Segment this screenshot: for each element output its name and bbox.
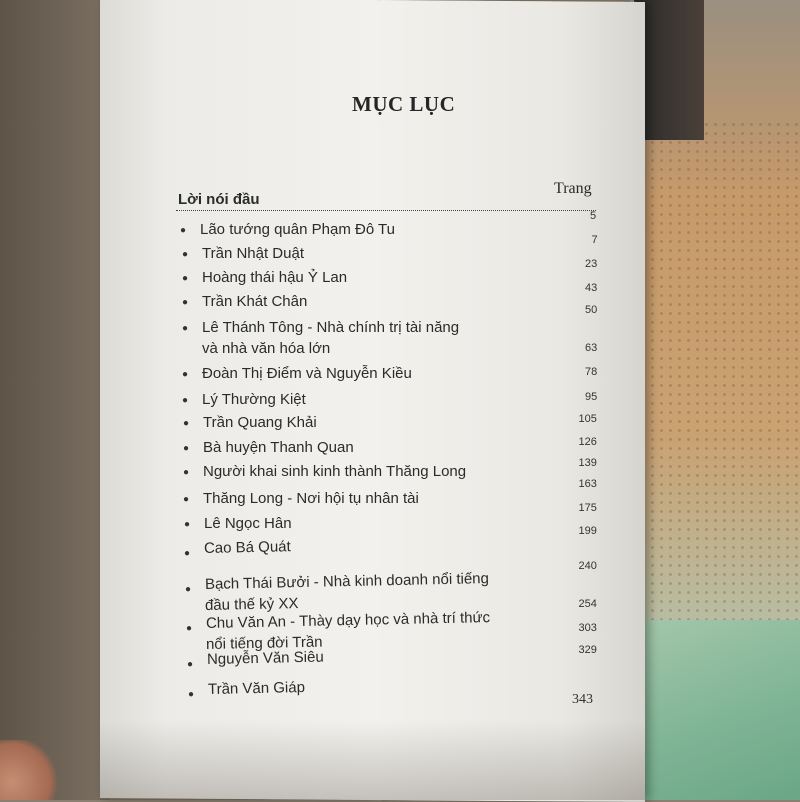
- bullet-icon: ●: [184, 548, 191, 559]
- toc-entry-page: 78: [585, 366, 598, 378]
- toc-entry-line: Thăng Long - Nơi hội tụ nhân tài: [203, 490, 419, 507]
- toc-entry-line: và nhà văn hóa lớn: [202, 340, 331, 357]
- toc-title: MỤC LỤC: [352, 92, 456, 116]
- toc-entry-line: Chu Văn An - Thày dạy học và nhà trí thức: [205, 609, 491, 632]
- desk-surface-left: [0, 0, 110, 800]
- toc-entry-page: 254: [578, 598, 597, 610]
- bullet-icon: ●: [180, 225, 187, 236]
- toc-entry-page: 105: [578, 413, 597, 425]
- bullet-icon: ●: [182, 273, 189, 284]
- thumb: [0, 740, 60, 800]
- toc-entry-line: Trần Quang Khải: [203, 414, 317, 431]
- toc-entry-page: 139: [578, 457, 597, 469]
- toc-entry-line: đầu thế kỷ XX: [204, 595, 299, 614]
- bullet-icon: ●: [188, 689, 195, 700]
- toc-entry-line: Hoàng thái hậu Ỷ Lan: [202, 269, 348, 286]
- bullet-icon: ●: [187, 659, 194, 670]
- bullet-icon: ●: [182, 323, 189, 334]
- toc-entry-page: 163: [578, 478, 597, 490]
- bullet-icon: ●: [185, 584, 192, 595]
- toc-entry-line: nổi tiếng đời Trần: [205, 633, 323, 653]
- toc-entry-page: 240: [578, 560, 597, 572]
- toc-entry-page: 126: [578, 436, 597, 448]
- toc-entry-line: Lê Thánh Tông - Nhà chính trị tài năng: [202, 319, 460, 336]
- bullet-icon: ●: [183, 443, 190, 454]
- intro-label: Lời nói đầu: [178, 191, 260, 208]
- intro-page: 5: [590, 210, 597, 222]
- toc-entry-page: 303: [578, 622, 597, 634]
- bullet-icon: ●: [183, 467, 190, 478]
- bullet-icon: ●: [183, 494, 190, 505]
- toc-entry-page: 7: [591, 234, 598, 246]
- bullet-icon: ●: [182, 369, 189, 380]
- toc-entry-line: Lão tướng quân Phạm Đô Tu: [200, 221, 395, 238]
- page-column-header: Trang: [554, 180, 592, 197]
- footer-page-number: 343: [572, 692, 593, 707]
- toc-entry-page: 23: [585, 258, 598, 270]
- toc-entry-line: Người khai sinh kinh thành Thăng Long: [203, 463, 467, 480]
- bullet-icon: ●: [182, 297, 189, 308]
- toc-entry-line: Bạch Thái Bưởi - Nhà kinh doanh nổi tiếng: [204, 570, 490, 593]
- toc-entry-line: Bà huyện Thanh Quan: [203, 439, 354, 456]
- toc-entry-page: 175: [578, 502, 597, 514]
- toc-entry-line: Trần Nhật Duật: [202, 245, 304, 262]
- bullet-icon: ●: [186, 623, 193, 634]
- bullet-icon: ●: [182, 395, 189, 406]
- toc-entry-line: Trần Văn Giáp: [207, 678, 306, 698]
- toc-entry-page: 43: [585, 282, 598, 294]
- intro-dot-leader: [176, 210, 596, 211]
- toc-entry-line: Nguyễn Văn Siêu: [206, 648, 324, 668]
- bullet-icon: ●: [183, 418, 190, 429]
- bullet-icon: ●: [184, 519, 191, 530]
- toc-entry-line: Lê Ngọc Hân: [204, 515, 292, 532]
- toc-entry-page: 63: [585, 342, 598, 354]
- toc-entry-page: 50: [585, 304, 598, 316]
- toc-entry-page: 329: [578, 644, 597, 656]
- toc-entry-line: Lý Thường Kiệt: [202, 391, 306, 408]
- toc-entry-page: 199: [578, 525, 597, 537]
- page-shadow: [100, 720, 645, 800]
- toc-entry-line: Đoàn Thị Điểm và Nguyễn Kiều: [202, 365, 412, 382]
- toc-entry-line: Cao Bá Quát: [203, 538, 291, 557]
- bullet-icon: ●: [182, 249, 189, 260]
- toc-entry-page: 95: [585, 391, 598, 403]
- floor-texture: [630, 120, 800, 640]
- toc-entry-line: Trần Khát Chân: [202, 293, 308, 310]
